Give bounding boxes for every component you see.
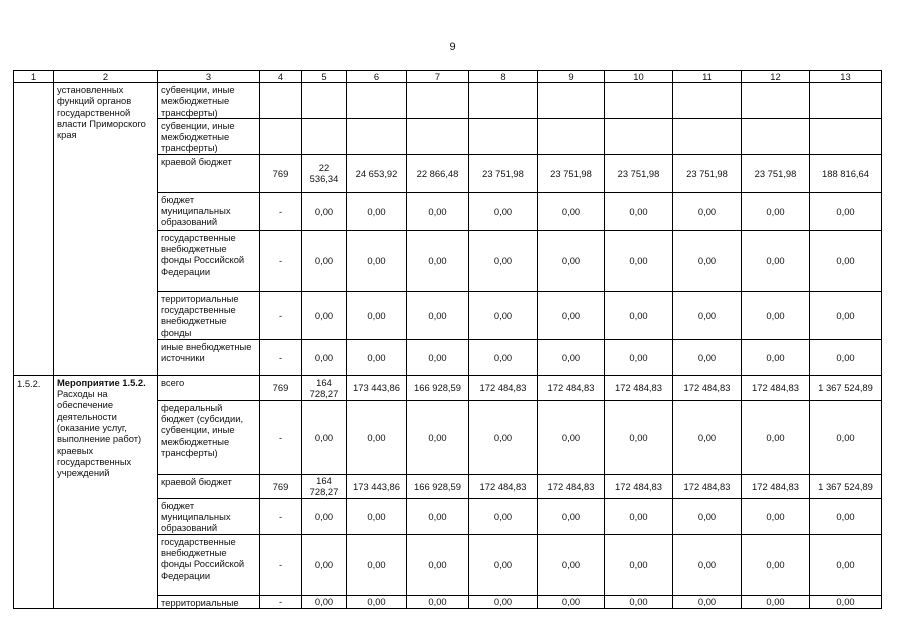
amount-cell	[605, 118, 673, 154]
amount-cell: 0,00	[407, 595, 469, 608]
budget-code: -	[260, 192, 302, 230]
amount-cell: 0,00	[538, 192, 605, 230]
amount-cell: 0,00	[347, 534, 407, 595]
row-number	[14, 83, 54, 376]
amount-cell	[673, 118, 742, 154]
budget-code: 769	[260, 474, 302, 498]
amount-cell: 0,00	[302, 339, 347, 375]
amount-cell: 0,00	[469, 534, 538, 595]
amount-cell: 172 484,83	[673, 375, 742, 400]
amount-cell: 164 728,27	[302, 375, 347, 400]
amount-cell	[407, 118, 469, 154]
amount-cell: 23 751,98	[538, 154, 605, 192]
amount-cell: 0,00	[469, 291, 538, 339]
amount-cell	[742, 83, 810, 119]
column-header: 1	[14, 71, 54, 83]
amount-cell: 22 536,34	[302, 154, 347, 192]
funding-source: бюджет муниципальных образований	[158, 498, 260, 534]
amount-cell: 172 484,83	[538, 375, 605, 400]
budget-code: -	[260, 230, 302, 291]
table-row	[14, 83, 882, 119]
amount-cell: 0,00	[469, 192, 538, 230]
column-header: 3	[158, 71, 260, 83]
amount-cell: 0,00	[605, 339, 673, 375]
amount-cell: 0,00	[538, 291, 605, 339]
amount-cell: 0,00	[810, 339, 882, 375]
amount-cell	[538, 118, 605, 154]
amount-cell: 0,00	[810, 230, 882, 291]
column-header: 8	[469, 71, 538, 83]
amount-cell: 0,00	[538, 339, 605, 375]
amount-cell: 0,00	[302, 291, 347, 339]
amount-cell: 0,00	[302, 192, 347, 230]
funding-source: иные внебюджетные источники	[158, 339, 260, 375]
amount-cell: 164 728,27	[302, 474, 347, 498]
amount-cell: 0,00	[407, 498, 469, 534]
column-header: 4	[260, 71, 302, 83]
amount-cell: 0,00	[302, 498, 347, 534]
column-header: 7	[407, 71, 469, 83]
amount-cell: 0,00	[407, 230, 469, 291]
amount-cell	[407, 83, 469, 119]
funding-source: бюджет муниципальных образований	[158, 192, 260, 230]
amount-cell: 0,00	[538, 498, 605, 534]
amount-cell: 166 928,59	[407, 474, 469, 498]
amount-cell: 0,00	[605, 400, 673, 474]
amount-cell: 0,00	[469, 595, 538, 608]
amount-cell: 0,00	[673, 534, 742, 595]
amount-cell: 166 928,59	[407, 375, 469, 400]
amount-cell: 172 484,83	[538, 474, 605, 498]
budget-code	[260, 83, 302, 119]
budget-code: 769	[260, 154, 302, 192]
amount-cell: 0,00	[302, 595, 347, 608]
amount-cell: 0,00	[347, 498, 407, 534]
amount-cell: 0,00	[742, 230, 810, 291]
budget-code: -	[260, 595, 302, 608]
amount-cell: 23 751,98	[469, 154, 538, 192]
amount-cell	[605, 83, 673, 119]
amount-cell: 0,00	[605, 498, 673, 534]
amount-cell: 0,00	[673, 230, 742, 291]
column-header: 5	[302, 71, 347, 83]
amount-cell: 172 484,83	[605, 375, 673, 400]
amount-cell	[742, 118, 810, 154]
amount-cell: 0,00	[407, 192, 469, 230]
budget-code: -	[260, 339, 302, 375]
funding-source: территориальные	[158, 595, 260, 608]
amount-cell: 188 816,64	[810, 154, 882, 192]
activity-text: Расходы на обеспечение деятельности (оказание услуг, выполнение работ) краевых государственных учреждений	[57, 388, 142, 479]
amount-cell: 0,00	[673, 595, 742, 608]
table-row	[14, 375, 882, 400]
amount-cell: 0,00	[469, 230, 538, 291]
budget-code	[260, 118, 302, 154]
amount-cell	[469, 83, 538, 119]
amount-cell: 0,00	[742, 595, 810, 608]
column-header: 13	[810, 71, 882, 83]
amount-cell: 22 866,48	[407, 154, 469, 192]
amount-cell	[673, 83, 742, 119]
amount-cell: 172 484,83	[742, 474, 810, 498]
amount-cell: 0,00	[673, 291, 742, 339]
amount-cell: 0,00	[407, 291, 469, 339]
amount-cell: 172 484,83	[742, 375, 810, 400]
budget-code: -	[260, 291, 302, 339]
budget-code: -	[260, 498, 302, 534]
column-header: 11	[673, 71, 742, 83]
amount-cell: 23 751,98	[742, 154, 810, 192]
amount-cell	[810, 83, 882, 119]
amount-cell: 173 443,86	[347, 474, 407, 498]
amount-cell	[302, 83, 347, 119]
amount-cell: 0,00	[810, 498, 882, 534]
amount-cell: 172 484,83	[605, 474, 673, 498]
amount-cell: 0,00	[673, 400, 742, 474]
amount-cell: 0,00	[538, 230, 605, 291]
amount-cell: 0,00	[469, 498, 538, 534]
amount-cell: 0,00	[742, 400, 810, 474]
budget-code: -	[260, 534, 302, 595]
amount-cell: 0,00	[347, 291, 407, 339]
amount-cell: 23 751,98	[673, 154, 742, 192]
amount-cell: 0,00	[407, 339, 469, 375]
amount-cell: 0,00	[742, 192, 810, 230]
column-header: 10	[605, 71, 673, 83]
amount-cell: 0,00	[538, 534, 605, 595]
amount-cell: 0,00	[810, 400, 882, 474]
amount-cell	[538, 83, 605, 119]
amount-cell: 1 367 524,89	[810, 474, 882, 498]
amount-cell: 0,00	[810, 291, 882, 339]
budget-code: 769	[260, 375, 302, 400]
amount-cell: 0,00	[469, 339, 538, 375]
activity-title: Мероприятие 1.5.2.	[57, 376, 146, 388]
amount-cell: 0,00	[810, 595, 882, 608]
column-header-row	[14, 71, 882, 83]
amount-cell: 0,00	[742, 291, 810, 339]
amount-cell: 0,00	[605, 192, 673, 230]
amount-cell	[469, 118, 538, 154]
column-header: 6	[347, 71, 407, 83]
amount-cell	[810, 118, 882, 154]
amount-cell: 0,00	[407, 534, 469, 595]
amount-cell: 1 367 524,89	[810, 375, 882, 400]
amount-cell: 0,00	[673, 339, 742, 375]
amount-cell: 0,00	[347, 339, 407, 375]
amount-cell: 0,00	[810, 192, 882, 230]
amount-cell: 0,00	[347, 230, 407, 291]
amount-cell: 0,00	[347, 400, 407, 474]
amount-cell: 172 484,83	[673, 474, 742, 498]
amount-cell: 0,00	[302, 400, 347, 474]
amount-cell: 0,00	[605, 230, 673, 291]
amount-cell: 0,00	[742, 498, 810, 534]
budget-code: -	[260, 400, 302, 474]
activity-description	[54, 83, 158, 376]
page-number: 9	[449, 41, 456, 53]
amount-cell: 0,00	[605, 534, 673, 595]
amount-cell: 172 484,83	[469, 474, 538, 498]
amount-cell: 24 653,92	[347, 154, 407, 192]
funding-source: федеральный бюджет (субсидии, субвенции, иные межбюджетные трансферты)	[158, 400, 260, 474]
activity-text: установленных функций органов государственной власти Приморского края	[57, 84, 146, 141]
amount-cell: 0,00	[538, 400, 605, 474]
amount-cell: 173 443,86	[347, 375, 407, 400]
funding-source: субвенции, иные межбюджетные трансферты)	[158, 83, 260, 119]
column-header: 2	[54, 71, 158, 83]
amount-cell: 0,00	[605, 595, 673, 608]
funding-source: всего	[158, 375, 260, 400]
amount-cell: 0,00	[302, 534, 347, 595]
amount-cell: 0,00	[469, 400, 538, 474]
row-number: 1.5.2.	[14, 375, 54, 608]
amount-cell: 0,00	[810, 534, 882, 595]
funding-source: краевой бюджет	[158, 474, 260, 498]
amount-cell: 0,00	[742, 534, 810, 595]
funding-source: государственные внебюджетные фонды Российской Федерации	[158, 230, 260, 291]
amount-cell: 0,00	[347, 595, 407, 608]
amount-cell: 172 484,83	[469, 375, 538, 400]
amount-cell: 0,00	[673, 498, 742, 534]
amount-cell	[302, 118, 347, 154]
funding-source: государственные внебюджетные фонды Российской Федерации	[158, 534, 260, 595]
amount-cell: 0,00	[673, 192, 742, 230]
column-header: 12	[742, 71, 810, 83]
amount-cell	[347, 118, 407, 154]
budget-table	[13, 70, 882, 609]
amount-cell: 0,00	[742, 339, 810, 375]
amount-cell: 23 751,98	[605, 154, 673, 192]
funding-source: субвенции, иные межбюджетные трансферты)	[158, 118, 260, 154]
funding-source: краевой бюджет	[158, 154, 260, 192]
funding-source: территориальные государственные внебюджетные фонды	[158, 291, 260, 339]
activity-description	[54, 375, 158, 608]
amount-cell	[347, 83, 407, 119]
column-header: 9	[538, 71, 605, 83]
amount-cell: 0,00	[407, 400, 469, 474]
amount-cell: 0,00	[538, 595, 605, 608]
amount-cell: 0,00	[302, 230, 347, 291]
amount-cell: 0,00	[347, 192, 407, 230]
amount-cell: 0,00	[605, 291, 673, 339]
